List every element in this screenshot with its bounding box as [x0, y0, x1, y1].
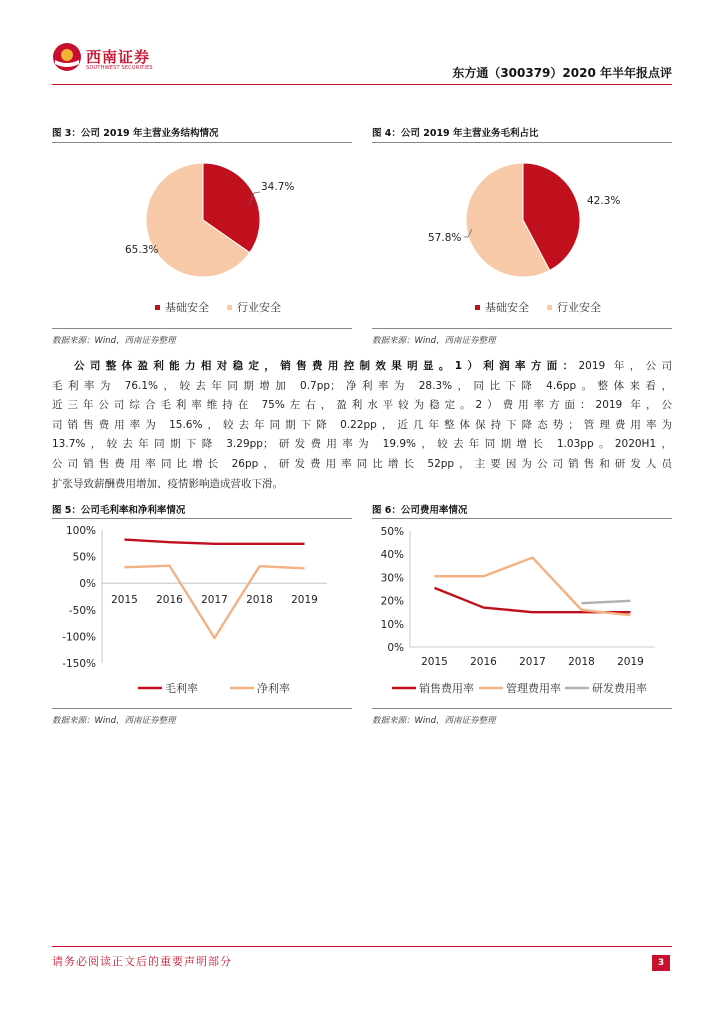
- y-tick-label: 10%: [380, 618, 404, 631]
- series-line-管理费用率: [435, 558, 631, 616]
- y-tick-label: 40%: [380, 549, 404, 562]
- fig4-title: 图 4：公司 2019 年主营业务毛利占比: [372, 128, 539, 139]
- x-tick-label-2018: 2018: [246, 594, 273, 606]
- x-tick-label-2019: 2019: [291, 594, 318, 606]
- fig3-pie-chart: [52, 145, 352, 325]
- x-tick-label-2015: 2015: [111, 594, 138, 606]
- series-line-销售费用率: [435, 588, 631, 612]
- legend-label-销售费用率: 销售费用率: [419, 682, 474, 695]
- fig5-top-rule: [52, 518, 352, 519]
- logo-emblem-icon: [52, 42, 82, 72]
- footer-divider: [52, 946, 672, 947]
- y-tick-label: -50%: [68, 604, 96, 617]
- page-number: 3: [652, 955, 670, 971]
- series-line-毛利率: [125, 540, 305, 544]
- x-tick-label-2016: 2016: [470, 656, 497, 668]
- y-tick-label: 0%: [79, 578, 96, 591]
- y-tick-label: 50%: [380, 526, 404, 538]
- fig6-top-rule: [372, 518, 672, 519]
- legend-label-行业安全: 行业安全: [237, 301, 281, 314]
- para-line-7: 扩张导致薪酬费用增加、疫情影响造成营收下滑。: [52, 477, 283, 490]
- header-divider: [52, 84, 672, 85]
- fig6-line-chart: [372, 520, 672, 705]
- report-title: 东方通（300379）2020 年半年报点评: [452, 66, 672, 80]
- pie-data-label-0: 34.7%: [261, 181, 295, 193]
- fig4-top-rule: [372, 142, 672, 143]
- para-line-4: 司销售费用率为 15.6%，较去年同期下降 0.22pp，近几年整体保持下降态势；管理费用率为: [52, 418, 672, 431]
- x-tick-label-2016: 2016: [156, 594, 183, 606]
- fig3-source: 数据来源：Wind，西南证券整理: [52, 336, 176, 346]
- x-tick-label-2017: 2017: [201, 594, 228, 606]
- logo-text-en: SOUTHWEST SECURITIES: [86, 65, 153, 71]
- fig5-source: 数据来源：Wind，西南证券整理: [52, 716, 176, 726]
- legend-swatch-基础安全: [155, 305, 160, 310]
- legend-label-毛利率: 毛利率: [165, 682, 198, 695]
- fig4-bottom-rule: [372, 328, 672, 329]
- fig5-bottom-rule: [52, 708, 352, 709]
- para-line-3: 近三年公司综合毛利率维持在 75%左右，盈利水平较为稳定。2）费用率方面：2019 年，公: [52, 399, 672, 412]
- fig3-top-rule: [52, 142, 352, 143]
- x-tick-label-2017: 2017: [519, 656, 546, 668]
- pie-data-label-1: 65.3%: [125, 244, 159, 256]
- fig6-bottom-rule: [372, 708, 672, 709]
- x-tick-label-2019: 2019: [617, 656, 644, 668]
- para-line-5: 13.7%，较去年同期下降 3.29pp；研发费用率为 19.9%，较去年同期增长 1.03pp。2020H1，: [52, 438, 672, 451]
- series-line-研发费用率: [582, 601, 631, 603]
- legend-label-管理费用率: 管理费用率: [506, 682, 561, 695]
- legend-label-基础安全: 基础安全: [165, 301, 209, 314]
- y-tick-label: -100%: [62, 631, 96, 644]
- y-tick-label: 20%: [380, 595, 404, 608]
- fig5-title: 图 5：公司毛利率和净利率情况: [52, 505, 186, 516]
- para-line-1: 公司整体盈利能力相对稳定，销售费用控制效果明显。1）利润率方面：2019 年，公司: [74, 360, 672, 372]
- fig4-pie-chart: [372, 145, 672, 325]
- legend-label-基础安全: 基础安全: [485, 301, 529, 314]
- fig3-bottom-rule: [52, 328, 352, 329]
- x-tick-label-2015: 2015: [421, 656, 448, 668]
- legend-swatch-行业安全: [547, 305, 552, 310]
- fig6-source: 数据来源：Wind，西南证券整理: [372, 716, 496, 726]
- pie-data-label-0: 42.3%: [587, 195, 621, 207]
- y-tick-label: -150%: [62, 658, 96, 670]
- y-tick-label: 30%: [380, 572, 404, 585]
- x-tick-label-2018: 2018: [568, 656, 595, 668]
- fig5-line-chart: [52, 520, 352, 705]
- analysis-paragraph: [52, 357, 672, 494]
- fig3-title: 图 3：公司 2019 年主营业务结构情况: [52, 128, 219, 139]
- fig6-title: 图 6：公司费用率情况: [372, 505, 468, 516]
- legend-label-行业安全: 行业安全: [557, 301, 601, 314]
- logo-text-cn: 西南证券: [86, 48, 151, 66]
- para-line-6: 公司销售费用率同比增长 26pp，研发费用率同比增长 52pp，主要因为公司销售和研发人员: [52, 457, 672, 470]
- pie-data-label-1: 57.8%: [428, 232, 462, 244]
- legend-label-净利率: 净利率: [257, 682, 290, 695]
- legend-swatch-基础安全: [475, 305, 480, 310]
- footer-disclaimer: 请务必阅读正文后的重要声明部分: [52, 955, 232, 968]
- para-line-2: 毛利率为 76.1%，较去年同期增加 0.7pp；净利率为 28.3%，同比下降 4.6pp。整体来看，: [52, 379, 672, 392]
- y-tick-label: 100%: [65, 525, 96, 537]
- y-tick-label: 0%: [387, 642, 404, 654]
- legend-swatch-行业安全: [227, 305, 232, 310]
- company-logo: [52, 40, 162, 80]
- y-tick-label: 50%: [72, 551, 96, 564]
- fig4-source: 数据来源：Wind，西南证券整理: [372, 336, 496, 346]
- legend-label-研发费用率: 研发费用率: [592, 682, 647, 695]
